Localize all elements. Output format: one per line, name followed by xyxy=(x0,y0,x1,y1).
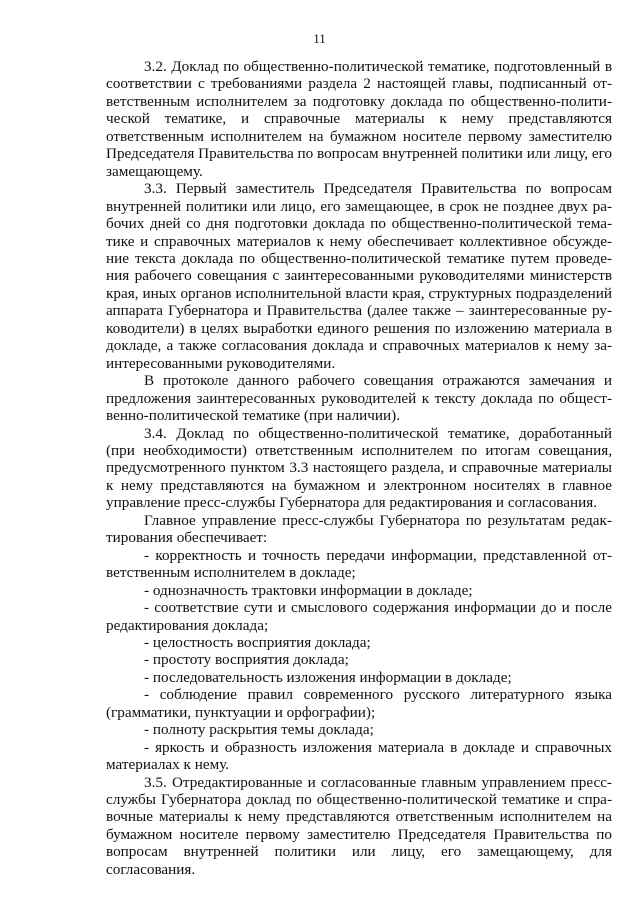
list-item-completeness: - полноту раскрытия темы доклада; xyxy=(144,721,374,739)
paragraph-3-4: 3.4. Доклад по общественно-политической тематике, доработанный (при необходимости) ответственным исполнителем по итогам совещания, предусмотренного пунктом 3.3 настоящего раздела, и справочные материалы к нему представляются на бумажном и электронном носителях в главное управление пресс-службы Губернатора для редактирования и согласования. xyxy=(106,424,612,512)
list-item-meaning: - соответствие сути и смыслового содержания информации до и после редактирования доклада; xyxy=(106,599,612,634)
paragraph-editing-intro: Главное управление пресс-службы Губернатора по результатам редактирования обеспечивает: xyxy=(106,511,612,547)
list-item-simplicity: - простоту восприятия доклада; xyxy=(144,651,349,669)
paragraph-3-2: 3.2. Доклад по общественно-политической тематике, подготовленный в соответствии с требованиями раздела 2 настоящей главы, подписанный ответственным исполнителем за подготовку доклада по общественно-политической тематике, и справочные материалы к нему представляются ответственным исполнителем на бумажном носителе первому заместителю Председателя Правительства по вопросам внутренней политики или лицу, его замещающему. xyxy=(106,58,613,180)
paragraph-3-3: 3.3. Первый заместитель Председателя Правительства по вопросам внутренней политики или лицо, его замещающее, в срок не позднее двух рабочих дней со дня подготовки доклада по общественно-политической тематике и справочных материалов к нему обеспечивает коллективное обсуждение текста доклада по общественно-политической тематике путем проведения рабочего совещания с заинтересованными руководителями министерств края, иных органов исполнительной власти края, структурных подразделений аппарата Губернатора и Правительства (далее также – заинтересованные руководители) в целях выработки единого решения по изложению материала в докладе, а также согласования доклада и справочных материалов к нему заинтересованными руководителями. xyxy=(106,180,612,372)
paragraph-protocol: В протоколе данного рабочего совещания отражаются замечания и предложения заинтересованных руководителей к тексту доклада по общественно-политической тематике (при наличии). xyxy=(106,372,612,425)
document-body xyxy=(106,58,612,878)
list-item-language-rules: - соблюдение правил современного русского литературного языка (грамматики, пунктуации и орфографии); xyxy=(106,686,612,721)
list-item-unambiguity: - однозначность трактовки информации в докладе; xyxy=(144,581,473,599)
list-item-sequence: - последовательность изложения информации в докладе; xyxy=(144,668,512,686)
list-item-accuracy: - корректность и точность передачи информации, представленной ответственным исполнителем в докладе; xyxy=(106,546,612,582)
paragraph-3-5: 3.5. Отредактированные и согласованные главным управлением пресс-службы Губернатора доклад по общественно-политической тематике и справочные материалы к нему представляются ответственным исполнителем на бумажном носителе первому заместителю Председателя Правительства по вопросам внутренней политики или лицу, его замещающему, для согласования. xyxy=(106,773,612,878)
list-item-integrity: - целостность восприятия доклада; xyxy=(144,633,371,651)
page-number: 11 xyxy=(313,31,326,46)
list-item-vividness: - яркость и образность изложения материала в докладе и справочных материалах к нему. xyxy=(106,738,612,774)
